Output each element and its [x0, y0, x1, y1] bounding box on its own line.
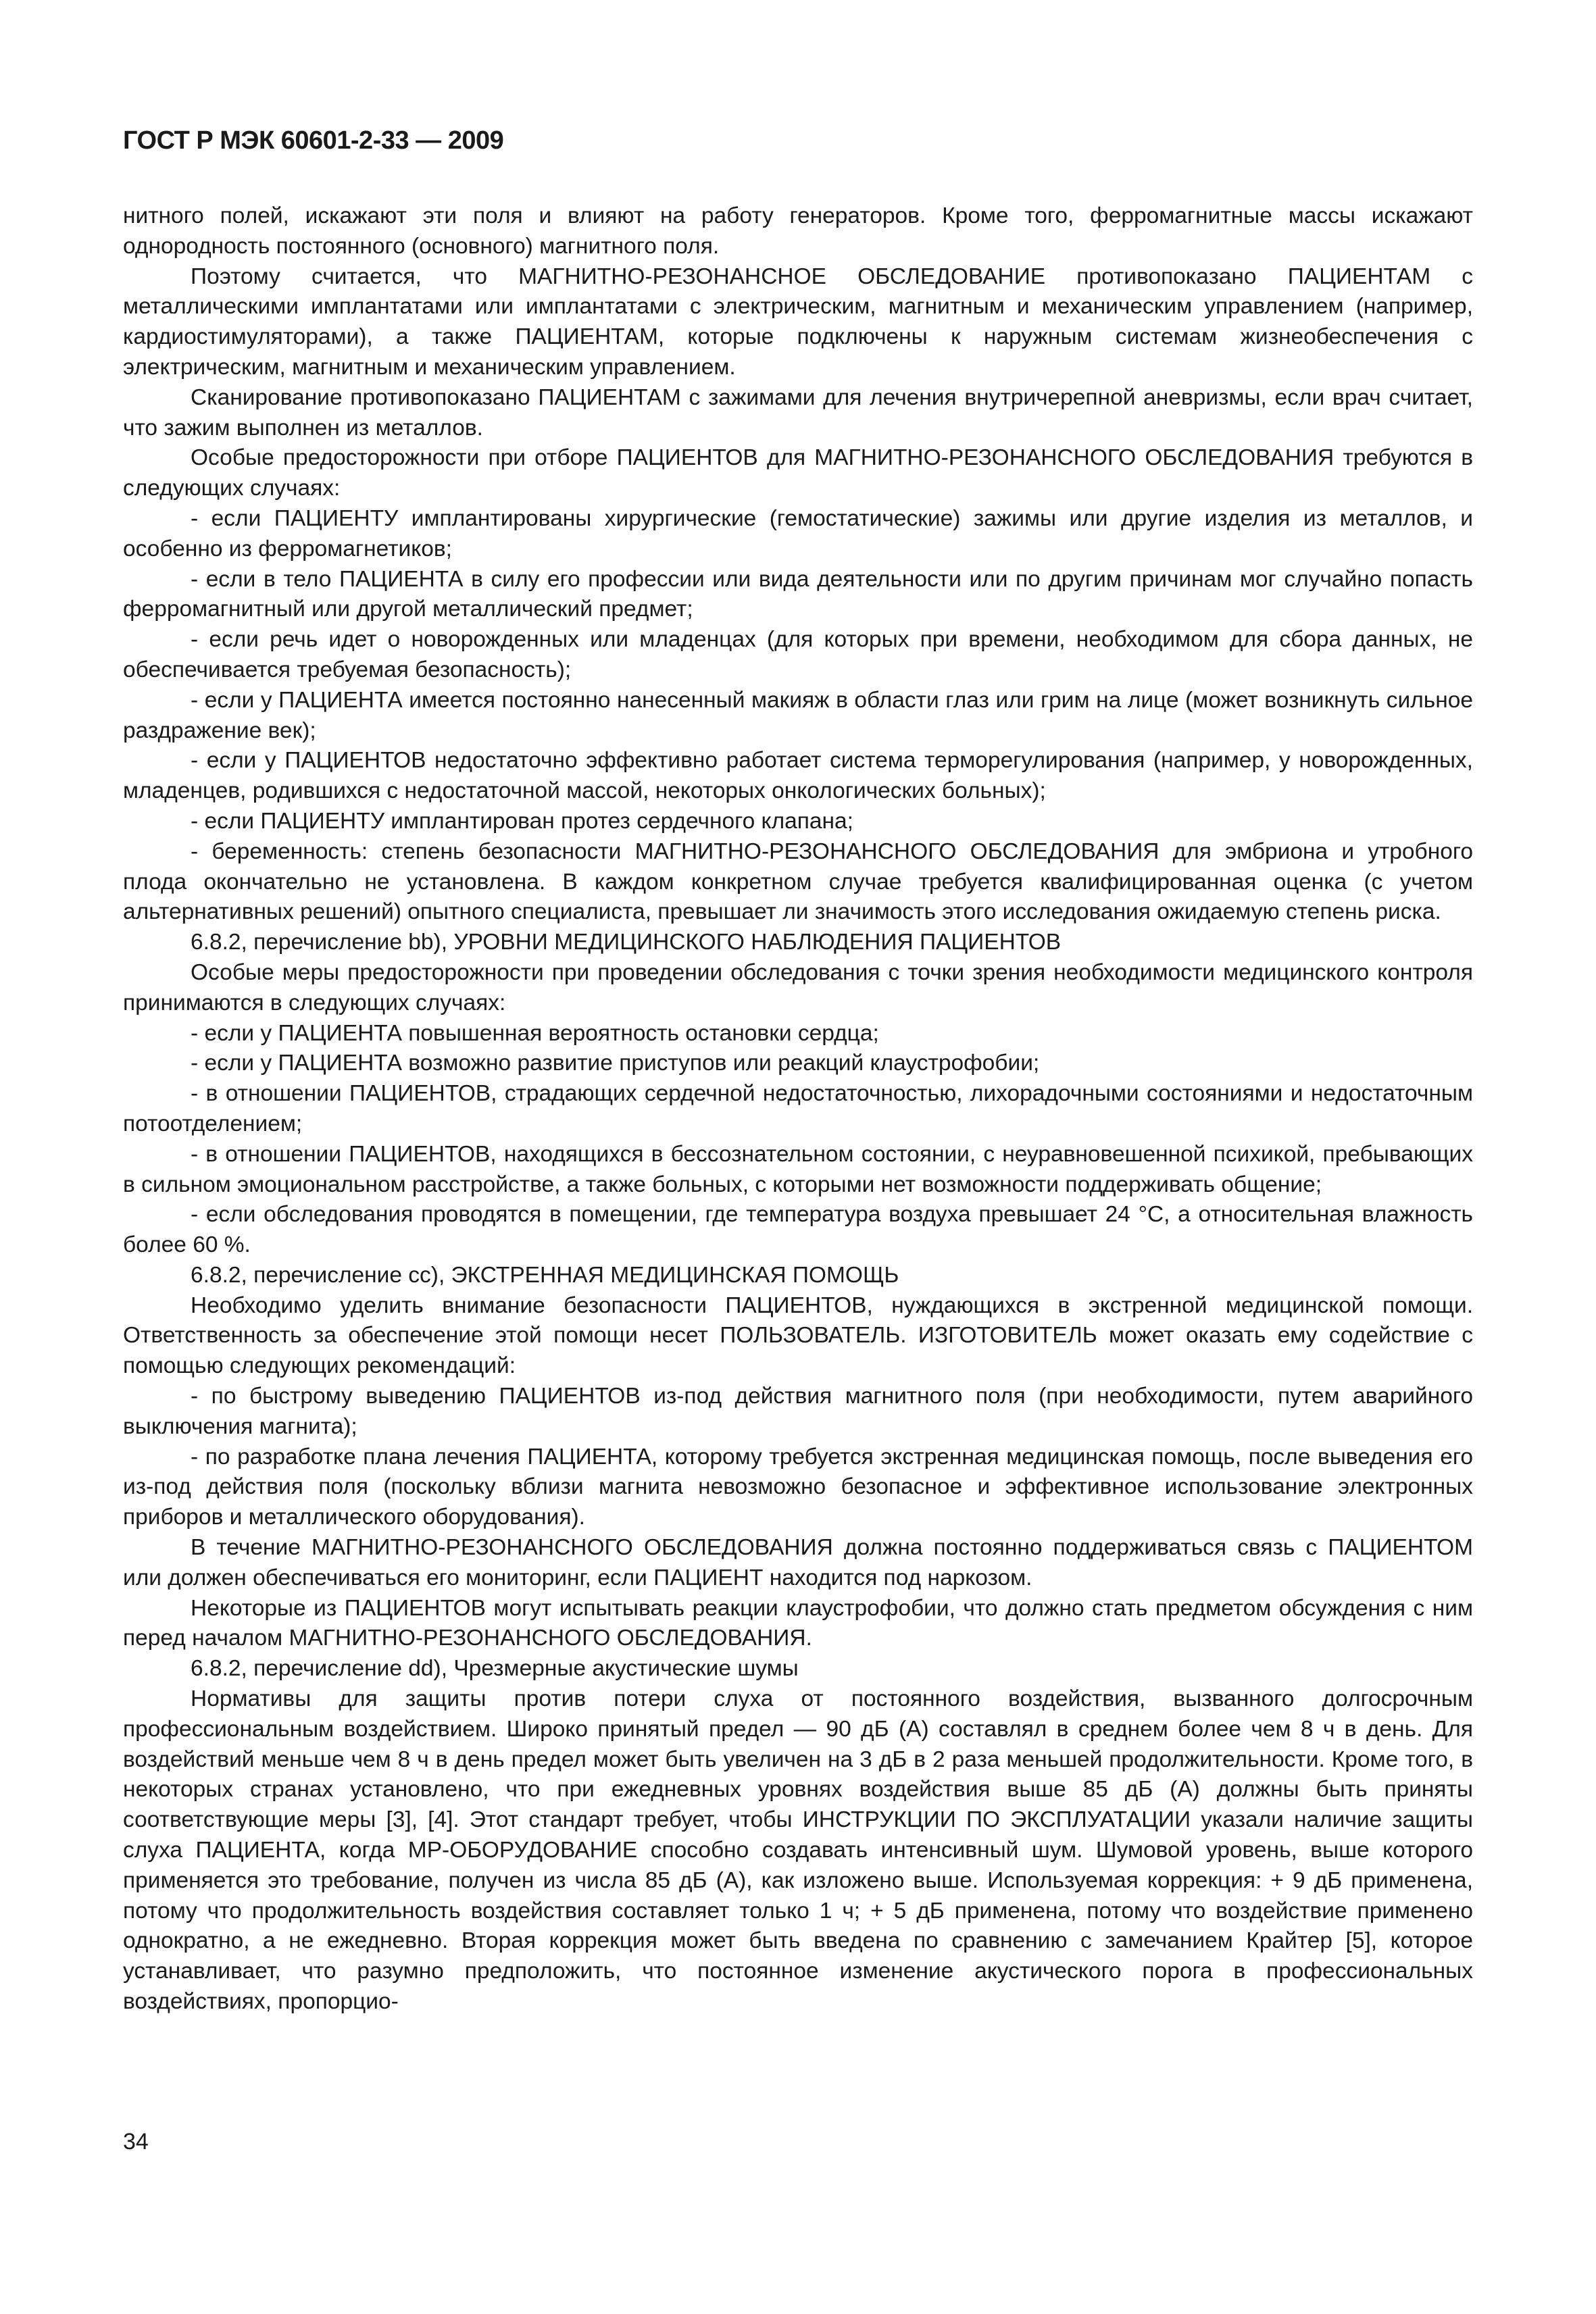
list-item: - в отношении ПАЦИЕНТОВ, страдающих сердечной недостаточностью, лихорадочными состояниями и недостаточным потоотделением; [123, 1081, 1473, 1136]
paragraph: Некоторые из ПАЦИЕНТОВ могут испытывать реакции клаустрофобии, что должно стать предметом обсуждения с ним перед началом МАГНИТНО-РЕЗОНАНСНОГО ОБСЛЕДОВАНИЯ. [123, 1595, 1473, 1651]
section-heading: 6.8.2, перечисление cc), ЭКСТРЕННАЯ МЕДИЦИНСКАЯ ПОМОЩЬ [191, 1262, 899, 1288]
paragraph: нитного полей, искажают эти поля и влияют на работу генераторов. Кроме того, ферромагнитные массы искажают однородность постоянного (основного) магнитного поля. [123, 203, 1473, 259]
list-item: - по быстрому выведению ПАЦИЕНТОВ из-под действия магнитного поля (при необходимости, путем аварийного выключения магнита); [123, 1384, 1473, 1439]
list-item: - если ПАЦИЕНТУ имплантирован протез сердечного клапана; [191, 808, 853, 834]
paragraph: Сканирование противопоказано ПАЦИЕНТАМ с зажимами для лечения внутричерепной аневризмы, если врач считает, что зажим выполнен из металлов. [123, 384, 1473, 441]
paragraph: Нормативы для защиты против потери слуха от постоянного воздействия, вызванного долгосрочным профессиональным воздействием. Широко принятый предел — 90 дБ (A) составлял в среднем более чем 8 ч в день. Для воздействий меньше чем 8 ч в день предел может быть увеличен на 3 дБ в 2 раза меньшей продолжительности. Кроме того, в некоторых странах установлено, что при ежедневных уровнях воздействия выше 85 дБ (A) должны быть приняты соответствующие меры [3], [4]. Этот стандарт требует, чтобы ИНСТРУКЦИИ ПО ЭКСПЛУАТАЦИИ указали наличие защиты слуха ПАЦИЕНТА, когда МР-ОБОРУДОВАНИЕ способно создавать интенсивный шум. Шумовой уровень, выше которого применяется это требование, получен из числа 85 дБ (A), как изложено выше. Используемая коррекция: + 9 дБ применена, потому что продолжительность воздействия составляет только 1 ч; + 5 дБ применена, потому что воздействие применено однократно, а не ежедневно. Вторая коррекция может быть введена по сравнению с замечанием Крайтер [5], которое устанавливает, что разумно предположить, что постоянное изменение акустического порога в профессиональных воздействиях, пропорцио- [123, 1686, 1473, 2015]
document-body [123, 201, 1473, 2017]
list-item: - если обследования проводятся в помещении, где температура воздуха превышает 24 °С, а относительная влажность более 60 %. [123, 1202, 1473, 1258]
page-number: 34 [123, 2129, 149, 2155]
list-item: - если у ПАЦИЕНТОВ недостаточно эффективно работает система терморегулирования (например, у новорожденных, младенцев, родившихся с недостаточной массой, некоторых онкологических больных); [123, 748, 1473, 804]
list-item: - если у ПАЦИЕНТА повышенная вероятность остановки сердца; [191, 1020, 879, 1046]
paragraph: Поэтому считается, что МАГНИТНО-РЕЗОНАНСНОЕ ОБСЛЕДОВАНИЕ противопоказано ПАЦИЕНТАМ с металлическими имплантатами или имплантатами с электрическим, магнитным и механическим управлением (например, кардиостимуляторами), а также ПАЦИЕНТАМ, которые подключены к наружным системам жизнеобеспечения с электрическим, магнитным и механическим управлением. [123, 263, 1473, 380]
paragraph: Особые меры предосторожности при проведении обследования с точки зрения необходимости медицинского контроля принимаются в следующих случаях: [123, 959, 1473, 1015]
paragraph: Необходимо уделить внимание безопасности ПАЦИЕНТОВ, нуждающихся в экстренной медицинской помощи. Ответственность за обеспечение этой помощи несет ПОЛЬЗОВАТЕЛЬ. ИЗГОТОВИТЕЛЬ может оказать ему содействие с помощью следующих рекомендаций: [123, 1292, 1473, 1379]
list-item: - по разработке плана лечения ПАЦИЕНТА, которому требуется экстренная медицинская помощь, после выведения его из-под действия поля (поскольку вблизи магнита невозможно безопасное и эффективное использование электронных приборов и металлического оборудования). [123, 1444, 1473, 1530]
document-header: ГОСТ Р МЭК 60601-2-33 — 2009 [123, 126, 504, 155]
list-item: - если у ПАЦИЕНТА возможно развитие приступов или реакций клаустрофобии; [191, 1051, 1040, 1076]
list-item: - если ПАЦИЕНТУ имплантированы хирургические (гемостатические) зажимы или другие изделия из металлов, и особенно из ферромагнетиков; [123, 505, 1473, 561]
paragraph: В течение МАГНИТНО-РЕЗОНАНСНОГО ОБСЛЕДОВАНИЯ должна постоянно поддерживаться связь с ПАЦИЕНТОМ или должен обеспечиваться его мониторинг, если ПАЦИЕНТ находится под наркозом. [123, 1535, 1473, 1590]
paragraph: Особые предосторожности при отборе ПАЦИЕНТОВ для МАГНИТНО-РЕЗОНАНСНОГО ОБСЛЕДОВАНИЯ требуются в следующих случаях: [123, 445, 1473, 501]
list-item: - беременность: степень безопасности МАГНИТНО-РЕЗОНАНСНОГО ОБСЛЕДОВАНИЯ для эмбриона и утробного плода окончательно не установлена. В каждом конкретном случае требуется квалифицированная оценка (с учетом альтернативных решений) опытного специалиста, превышает ли значимость этого исследования ожидаемую степень риска. [123, 838, 1473, 925]
section-heading: 6.8.2, перечисление dd), Чрезмерные акустические шумы [191, 1656, 799, 1682]
list-item: - если у ПАЦИЕНТА имеется постоянно нанесенный макияж в области глаз или грим на лице (может возникнуть сильное раздражение век); [123, 687, 1473, 743]
list-item: - если в тело ПАЦИЕНТА в силу его профессии или вида деятельности или по другим причинам мог случайно попасть ферромагнитный или другой металлический предмет; [123, 566, 1473, 622]
list-item: - в отношении ПАЦИЕНТОВ, находящихся в бессознательном состоянии, с неуравновешенной психикой, пребывающих в сильном эмоциональном расстройстве, а также больных, с которыми нет возможности поддерживать общение; [123, 1141, 1473, 1197]
list-item: - если речь идет о новорожденных или младенцах (для которых при времени, необходимом для сбора данных, не обеспечивается требуемая безопасность); [123, 627, 1473, 682]
section-heading: 6.8.2, перечисление bb), УРОВНИ МЕДИЦИНСКОГО НАБЛЮДЕНИЯ ПАЦИЕНТОВ [191, 930, 1062, 955]
